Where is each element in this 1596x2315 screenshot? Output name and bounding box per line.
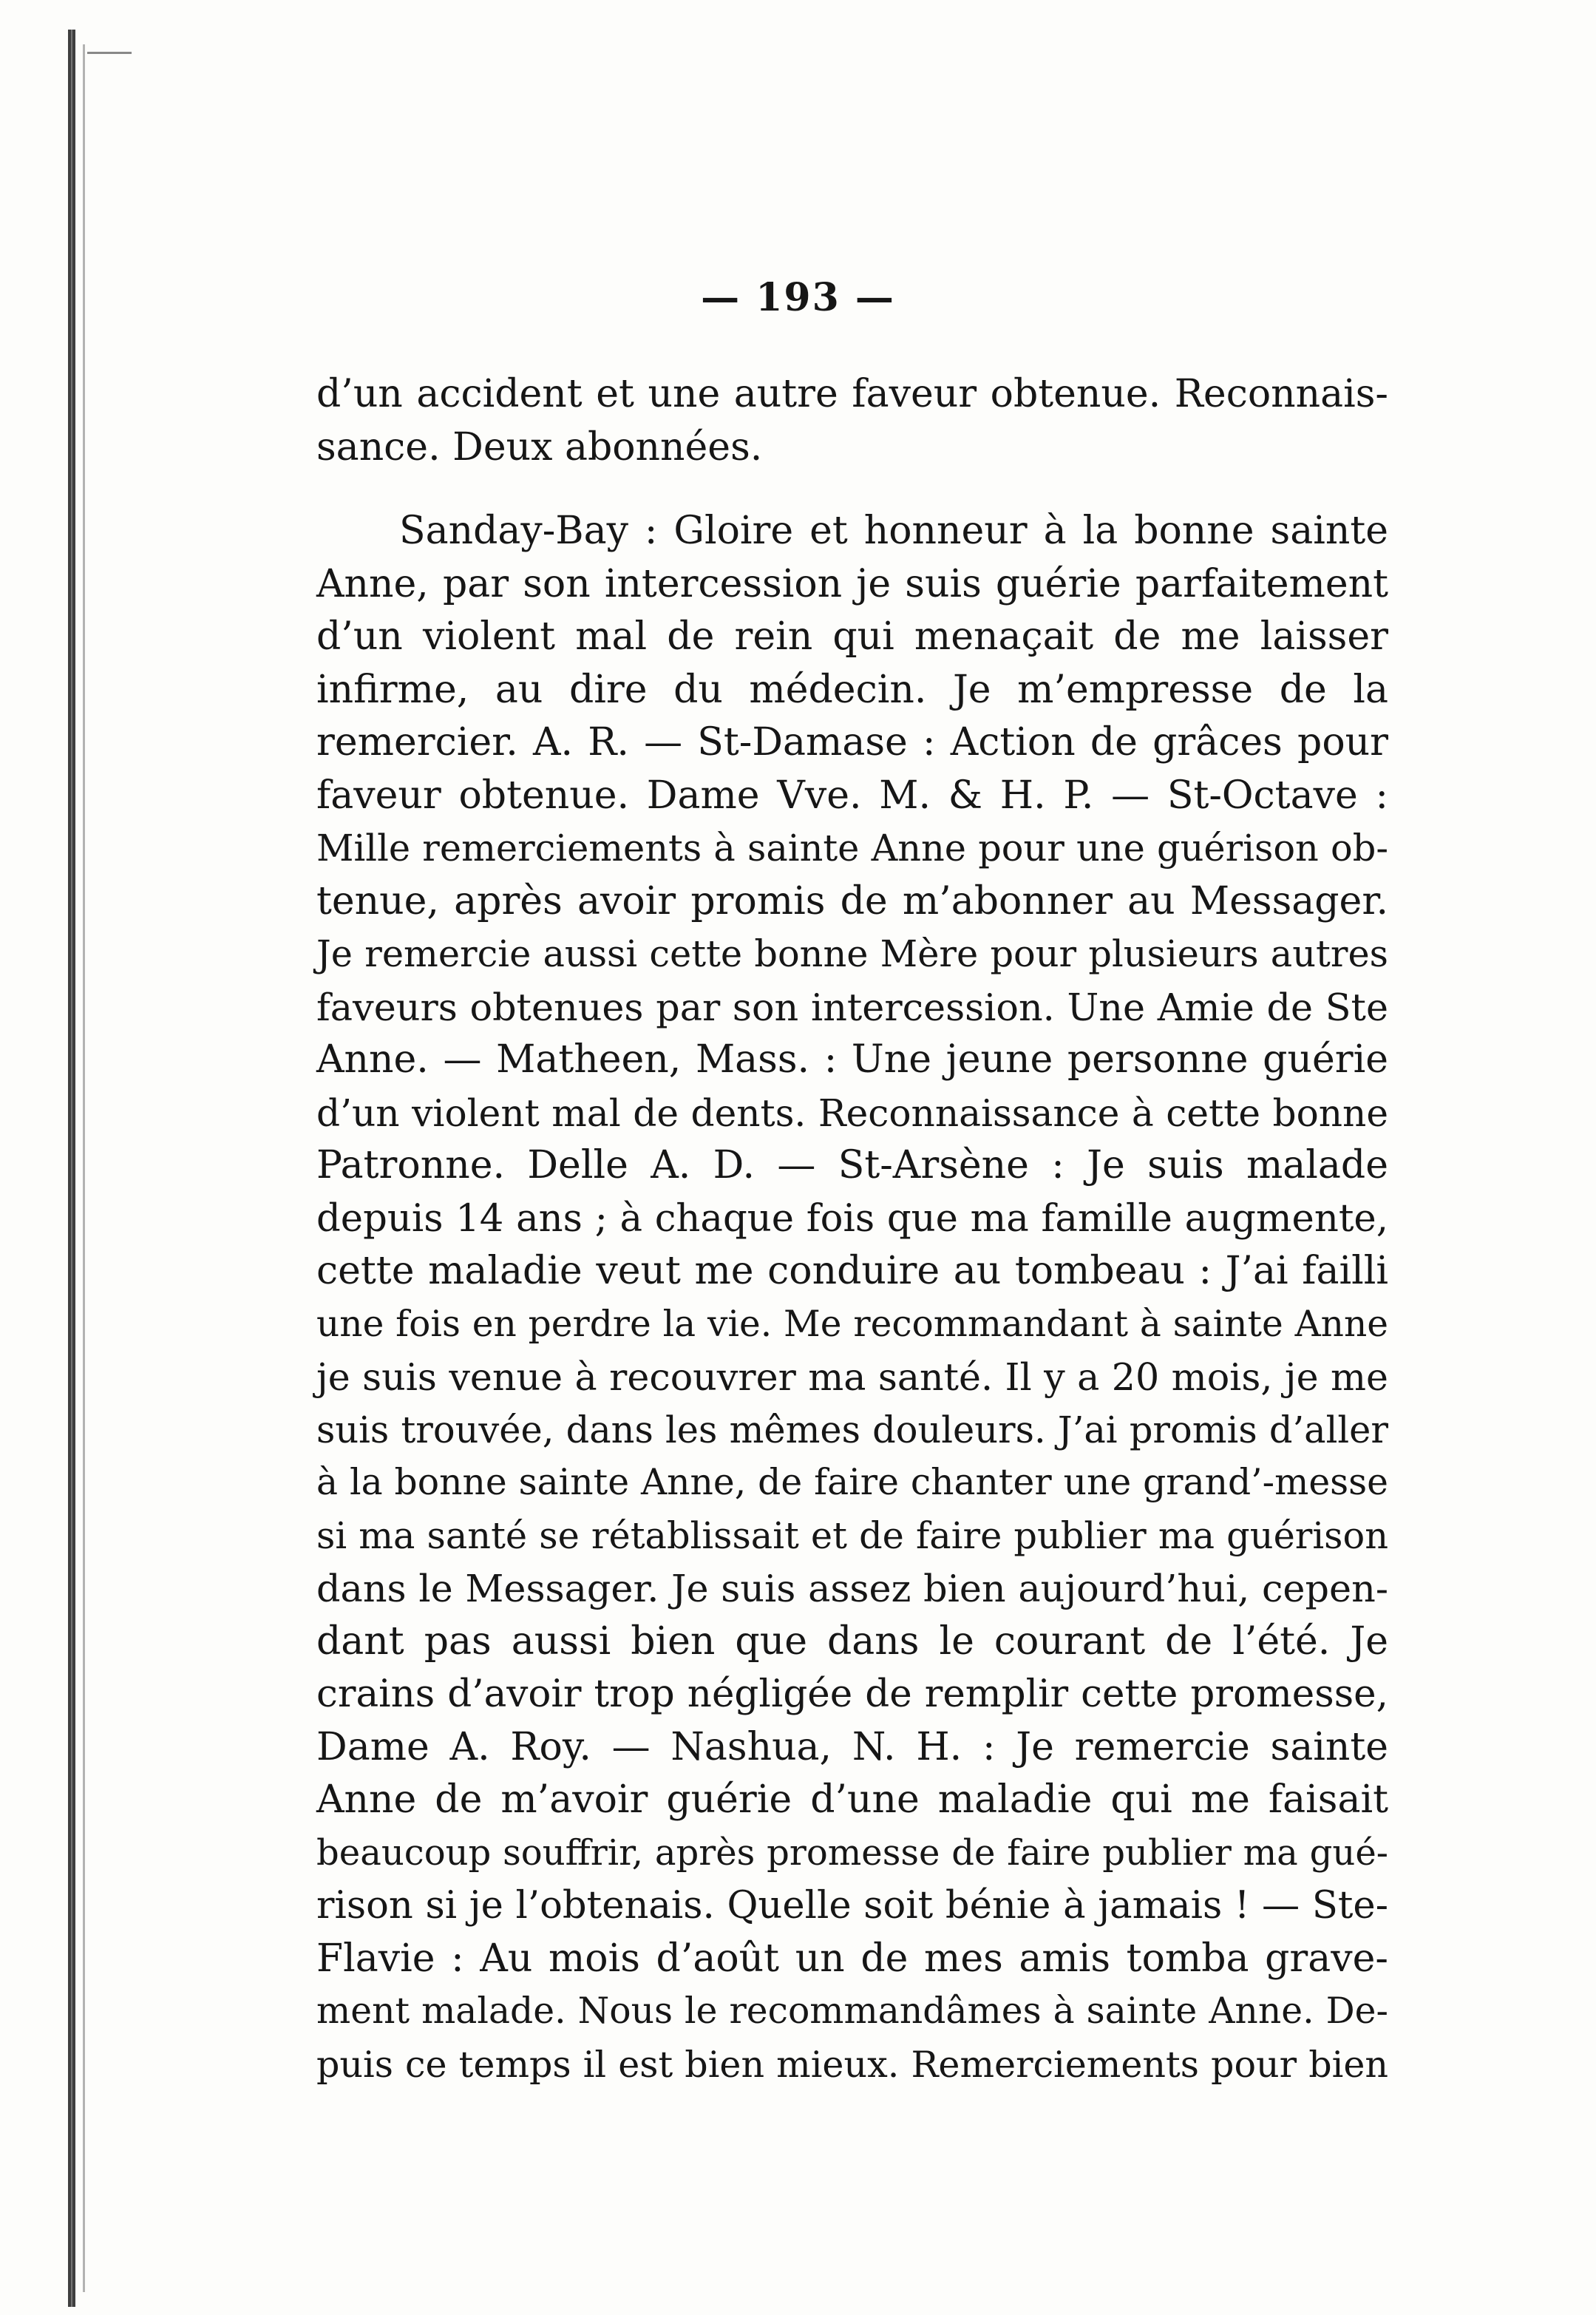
text-line: Mille remerciements à sainte Anne pour une guérison ob-	[316, 827, 1388, 870]
binding-edge	[68, 30, 75, 2307]
page-number: — 193 —	[701, 275, 895, 320]
text-line: Anne de m’avoir guérie d’une maladie qui me faisait	[316, 1777, 1388, 1822]
text-line: beaucoup souffrir, après promesse de faire publier ma gué-	[316, 1831, 1388, 1874]
text-line: infirme, au dire du médecin. Je m’empresse de la	[316, 667, 1388, 712]
body-text	[316, 368, 1388, 2091]
text-line: Anne, par son intercession je suis guérie parfaitement	[316, 561, 1388, 606]
text-line: Sanday-Bay : Gloire et honneur à la bonne sainte	[399, 509, 1388, 553]
text-line: rison si je l’obtenais. Quelle soit bénie à jamais ! — Ste-	[316, 1884, 1388, 1928]
text-line: suis trouvée, dans les mêmes douleurs. J’ai promis d’aller	[316, 1408, 1388, 1451]
text-line: faveur obtenue. Dame Vve. M. & H. P. — St-Octave :	[316, 773, 1388, 818]
text-line: faveurs obtenues par son intercession. Une Amie de Ste	[316, 985, 1388, 1029]
text-line: Je remercie aussi cette bonne Mère pour plusieurs autres	[316, 932, 1388, 975]
text-line: dant pas aussi bien que dans le courant de l’été. Je	[316, 1619, 1388, 1664]
text-line: d’un violent mal de dents. Reconnaissance à cette bonne	[316, 1091, 1388, 1135]
text-line: dans le Messager. Je suis assez bien aujourd’hui, cepen-	[316, 1567, 1388, 1610]
text-line: Dame A. Roy. — Nashua, N. H. : Je remercie sainte	[316, 1724, 1388, 1769]
text-line: Anne. — Matheen, Mass. : Une jeune personne guérie	[316, 1037, 1388, 1082]
binding-edge-line	[83, 44, 85, 2292]
text-line: une fois en perdre la vie. Me recommandant à sainte Anne	[316, 1303, 1388, 1345]
text-line: puis ce temps il est bien mieux. Remerciements pour bien	[316, 2042, 1388, 2086]
text-line: je suis venue à recouvrer ma santé. Il y a 20 mois, je me	[316, 1355, 1388, 1399]
text-line: remercier. A. R. — St-Damase : Action de grâces pour	[316, 720, 1388, 765]
text-line: si ma santé se rétablissait et de faire publier ma guérison	[316, 1514, 1388, 1557]
text-line: depuis 14 ans ; à chaque fois que ma famille augmente,	[316, 1196, 1388, 1241]
text-line: cette maladie veut me conduire au tombeau : J’ai failli	[316, 1249, 1388, 1293]
paragraph-gap	[316, 474, 1388, 505]
text-line: Flavie : Au mois d’août un de mes amis tomba grave-	[316, 1936, 1388, 1981]
text-line: tenue, après avoir promis de m’abonner au Messager.	[316, 878, 1388, 923]
scan-mark	[87, 52, 132, 54]
text-line: d’un accident et une autre faveur obtenue. Reconnais-	[316, 372, 1388, 416]
text-line: sance. Deux abonnées.	[316, 424, 763, 470]
text-line: Patronne. Delle A. D. — St-Arsène : Je suis malade	[316, 1143, 1388, 1187]
text-line: crains d’avoir trop négligée de remplir cette promesse,	[316, 1672, 1388, 1716]
text-line: ment malade. Nous le recommandâmes à sainte Anne. De-	[316, 1990, 1388, 2032]
text-line: à la bonne sainte Anne, de faire chanter une grand’-messe	[316, 1462, 1388, 1503]
text-line: d’un violent mal de rein qui menaçait de me laisser	[316, 614, 1388, 659]
